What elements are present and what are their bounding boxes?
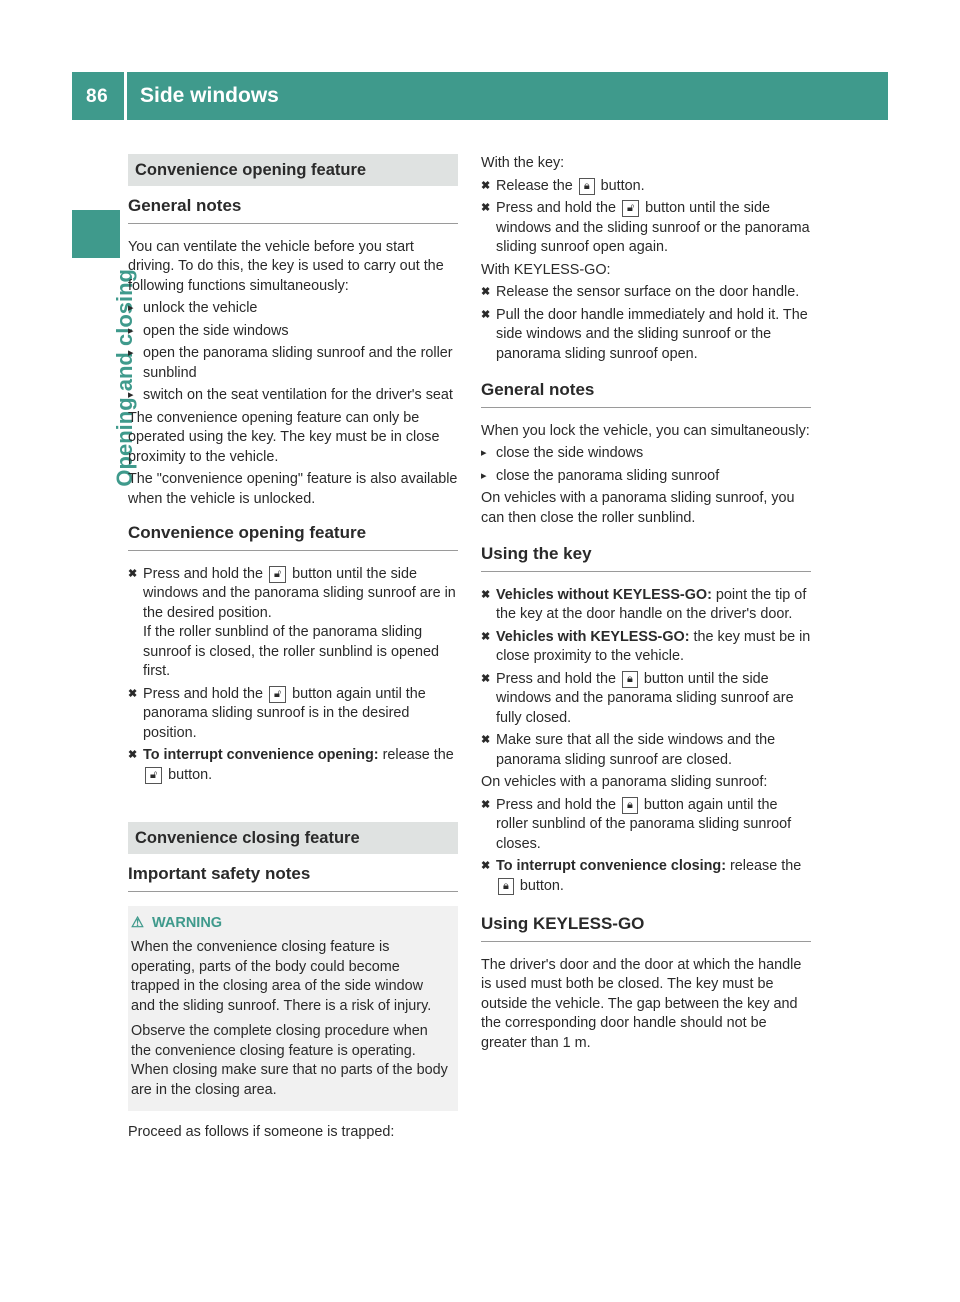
step-label: Vehicles with KEYLESS-GO: bbox=[496, 628, 690, 645]
paragraph: The convenience opening feature can only be operated using the key. The key must be in close proximity to the vehicle. bbox=[128, 409, 440, 465]
step-item bbox=[128, 685, 458, 744]
paragraph: The "convenience opening" feature is also available when the vehicle is unlocked. bbox=[128, 471, 458, 507]
step-text: button again until the roller sunblind of the panorama sliding sunroof closes. bbox=[496, 796, 792, 852]
step-text: Press and hold the bbox=[143, 565, 264, 582]
paragraph: Proceed as follows if someone is trapped: bbox=[128, 1124, 395, 1140]
paragraph: On vehicles with a panorama sliding sunroof, you can then close the roller sunblind. bbox=[481, 490, 795, 526]
step-item bbox=[481, 670, 811, 729]
unlock-icon: 🔓︎ bbox=[145, 767, 162, 784]
step-item: ✖ Make sure that all the side windows and the panorama sliding sunroof are closed. bbox=[481, 731, 811, 770]
section-banner-opening: Convenience opening feature bbox=[128, 154, 458, 186]
unlock-icon: 🔓︎ bbox=[622, 200, 639, 217]
step-item: ✖ Release the sensor surface on the door handle. bbox=[481, 283, 811, 303]
warning-title: ⚠︎ WARNING bbox=[131, 914, 223, 931]
heading-general-notes: General notes bbox=[128, 196, 458, 224]
step-text: If the roller sunblind of the panorama sliding sunroof is closed, the roller sunblind is opened first. bbox=[143, 624, 439, 679]
step-text: button until the side windows and the sliding sunroof or the panorama sliding sunroof open again. bbox=[496, 200, 810, 255]
list-item: ▸ switch on the seat ventilation for the driver's seat bbox=[128, 386, 458, 406]
step-list bbox=[481, 283, 811, 364]
step-text: release the bbox=[382, 747, 454, 763]
step-item bbox=[128, 565, 458, 682]
page-number: 86 bbox=[86, 86, 109, 107]
step-text: Press and hold the bbox=[496, 796, 617, 813]
heading-using-key: Using the key bbox=[481, 544, 811, 572]
unlock-icon: 🔓︎ bbox=[269, 566, 286, 583]
paragraph: When you lock the vehicle, you can simultaneously: bbox=[481, 422, 810, 439]
list-item: ▸ close the side windows bbox=[481, 444, 811, 464]
paragraph: With KEYLESS-GO: bbox=[481, 261, 611, 278]
step-label: To interrupt convenience opening: bbox=[143, 747, 379, 763]
step-text: release the bbox=[730, 858, 802, 874]
step-item bbox=[481, 796, 811, 855]
heading-general-notes: General notes bbox=[481, 380, 811, 408]
paragraph: You can ventilate the vehicle before you start driving. To do this, the key is used to carry out the following functions simultaneously: bbox=[128, 238, 444, 294]
step-text: the key must be in close proximity to the vehicle. bbox=[496, 628, 811, 664]
side-tab-marker bbox=[72, 210, 120, 258]
step-text: button. bbox=[600, 177, 645, 194]
step-item bbox=[481, 586, 811, 625]
chapter-label: Opening and closing bbox=[112, 269, 137, 487]
lock-icon: 🔒︎ bbox=[579, 178, 595, 195]
step-text: point the tip of the key at the door handle on the driver's door. bbox=[496, 586, 807, 622]
step-item bbox=[481, 628, 811, 667]
page-title: Side windows bbox=[140, 84, 279, 107]
step-text: button until the side windows and the panorama sliding sunroof are in the desired position. bbox=[143, 565, 456, 621]
paragraph: On vehicles with a panorama sliding sunroof: bbox=[481, 774, 768, 790]
step-item bbox=[128, 746, 458, 785]
step-label: To interrupt convenience closing: bbox=[496, 858, 727, 874]
step-item bbox=[481, 199, 811, 258]
step-list bbox=[481, 586, 811, 771]
step-item bbox=[481, 857, 811, 896]
paragraph: The driver's door and the door at which the handle is used must both be closed. The key must be outside the vehicle. The gap between the key and the corresponding door handle should not be greater than 1 m. bbox=[481, 956, 802, 1051]
lock-list bbox=[481, 444, 811, 486]
step-text: button until the side windows and the panorama sliding sunroof are fully closed. bbox=[496, 670, 794, 726]
section-banner-closing: Convenience closing feature bbox=[128, 822, 458, 854]
step-text: Release the bbox=[496, 177, 573, 194]
warning-box bbox=[128, 906, 458, 1112]
lock-icon: 🔒︎ bbox=[622, 671, 638, 688]
list-item: ▸ close the panorama sliding sunroof bbox=[481, 467, 811, 487]
heading-keyless-go: Using KEYLESS-GO bbox=[481, 914, 811, 942]
lock-icon: 🔒︎ bbox=[498, 878, 514, 895]
list-item: ▸ open the panorama sliding sunroof and the roller sunblind bbox=[128, 344, 458, 383]
warning-text: When the convenience closing feature is operating, parts of the body could become trapped in the closing area of the side window and the sliding sunroof. There is a risk of injury. bbox=[131, 939, 432, 1014]
step-text: Press and hold the bbox=[496, 670, 617, 687]
left-column bbox=[128, 150, 458, 1146]
list-item: ▸ open the side windows bbox=[128, 322, 458, 342]
step-text: button. bbox=[519, 877, 564, 894]
step-text: Press and hold the bbox=[143, 685, 264, 702]
paragraph: With the key: bbox=[481, 155, 565, 171]
function-list bbox=[128, 299, 458, 406]
unlock-icon: 🔓︎ bbox=[269, 686, 286, 703]
right-column bbox=[481, 150, 811, 1056]
list-item: ▸ unlock the vehicle bbox=[128, 299, 458, 319]
warning-icon: ⚠︎ bbox=[131, 914, 144, 931]
step-item bbox=[481, 177, 811, 197]
warning-text: Observe the complete closing procedure when the convenience closing feature is operating. When closing make sure that no parts of the body are in the closing area. bbox=[131, 1023, 448, 1098]
header-divider bbox=[124, 72, 127, 120]
step-text: button. bbox=[168, 766, 213, 783]
step-list bbox=[481, 796, 811, 897]
heading-safety-notes: Important safety notes bbox=[128, 864, 458, 892]
lock-icon: 🔒︎ bbox=[622, 797, 638, 814]
step-item: ✖ Pull the door handle immediately and hold it. The side windows and the sliding sunroof or the panorama sliding sunroof open. bbox=[481, 306, 811, 365]
step-label: Vehicles without KEYLESS-GO: bbox=[496, 586, 712, 603]
step-text: Press and hold the bbox=[496, 200, 617, 216]
step-text: button again until the panorama sliding sunroof is in the desired position. bbox=[143, 685, 426, 741]
step-list bbox=[481, 177, 811, 258]
heading-opening-feature: Convenience opening feature bbox=[128, 523, 458, 551]
step-list bbox=[128, 565, 458, 786]
